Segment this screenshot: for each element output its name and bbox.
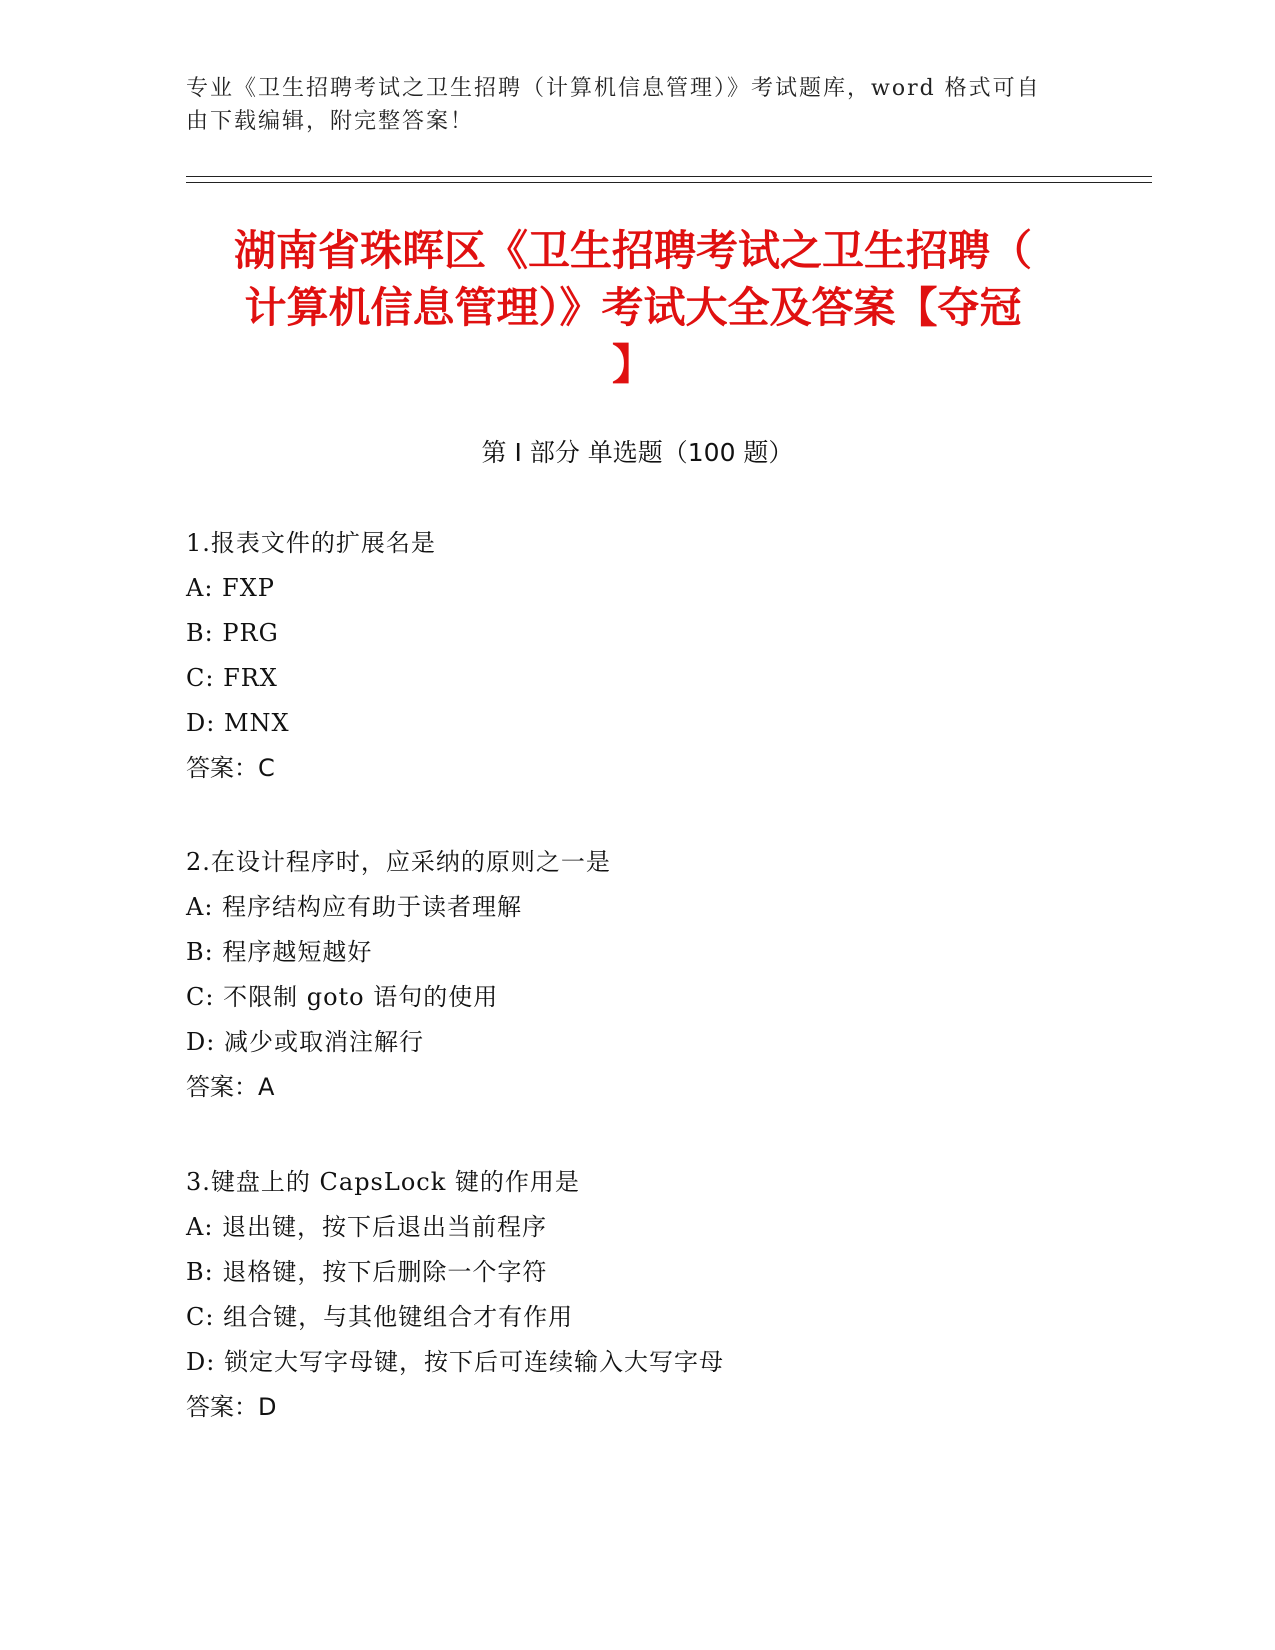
option-d: D: 锁定大写字母键，按下后可连续输入大写字母 [186, 1348, 724, 1376]
option-a: A: FXP [186, 574, 275, 602]
question-2 [186, 840, 1086, 1110]
document-title-line-1: 湖南省珠晖区《卫生招聘考试之卫生招聘（ [233, 226, 1032, 275]
option-a: A: 退出键，按下后退出当前程序 [186, 1213, 548, 1241]
header-note [186, 72, 1066, 138]
header-divider-bottom [186, 182, 1152, 183]
option-c: C: 不限制 goto 语句的使用 [186, 983, 499, 1011]
option-d: D: MNX [186, 709, 290, 737]
document-title-line-3: 】 [611, 340, 654, 389]
question-stem: 1.报表文件的扩展名是 [186, 529, 436, 557]
document-title-line-2: 计算机信息管理）》考试大全及答案【夺冠 [244, 283, 1022, 332]
header-note-line-1: 专业《卫生招聘考试之卫生招聘（计算机信息管理）》考试题库，word 格式可自 [186, 76, 1041, 101]
answer-key: 答案：A [186, 1073, 275, 1101]
option-c: C: 组合键，与其他键组合才有作用 [186, 1303, 574, 1331]
option-b: B: 程序越短越好 [186, 938, 373, 966]
question-stem: 2.在设计程序时，应采纳的原则之一是 [186, 848, 611, 876]
question-1 [186, 521, 1086, 791]
section-heading: 第 I 部分 单选题（100 题） [481, 438, 794, 467]
document-title [186, 222, 1080, 393]
header-note-line-2: 由下载编辑，附完整答案！ [186, 109, 475, 134]
answer-key: 答案：C [186, 754, 275, 782]
header-divider-top [186, 176, 1152, 177]
option-a: A: 程序结构应有助于读者理解 [186, 893, 523, 921]
option-b: B: 退格键，按下后删除一个字符 [186, 1258, 548, 1286]
option-d: D: 减少或取消注解行 [186, 1028, 424, 1056]
option-c: C: FRX [186, 664, 278, 692]
option-b: B: PRG [186, 619, 279, 647]
answer-key: 答案：D [186, 1393, 277, 1421]
question-3 [186, 1160, 1086, 1430]
question-stem: 3.键盘上的 CapsLock 键的作用是 [186, 1168, 580, 1196]
